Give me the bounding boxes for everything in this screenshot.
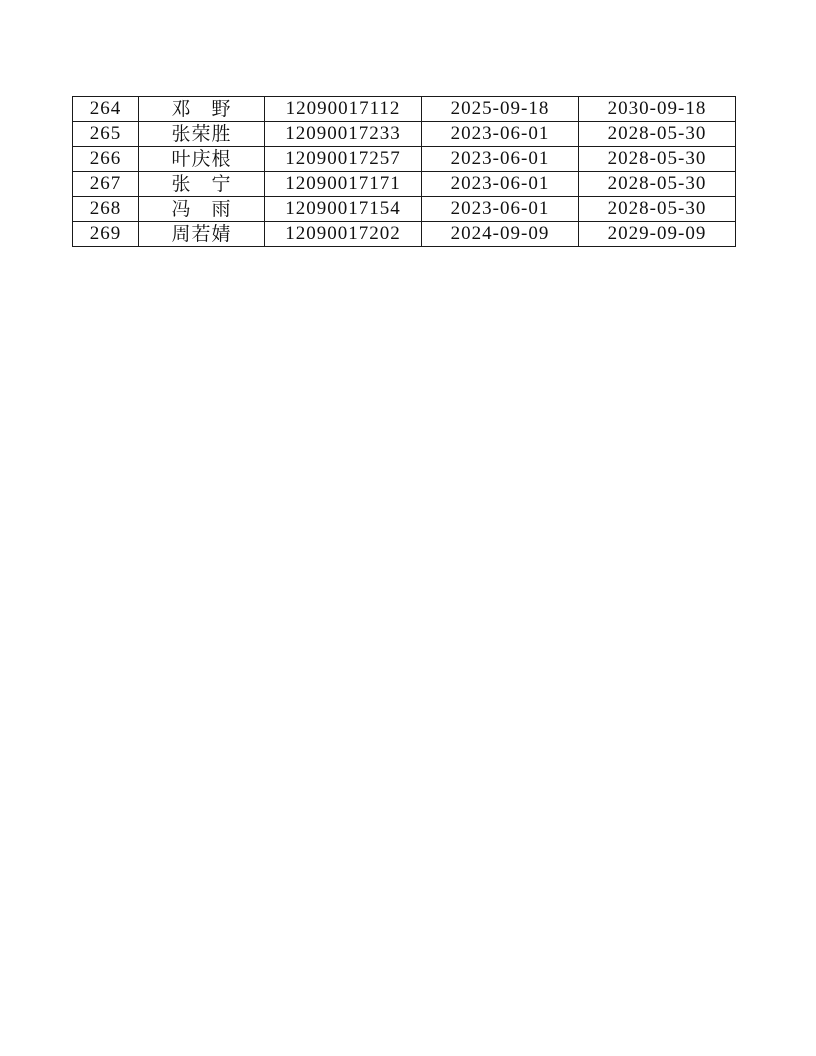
issue-date: 2023-06-01 (422, 147, 579, 172)
table-row (73, 122, 736, 147)
issue-date: 2023-06-01 (422, 197, 579, 222)
row-number: 269 (73, 222, 139, 247)
certificate-number: 12090017233 (265, 122, 422, 147)
person-name: 张荣胜 (139, 122, 265, 147)
expiry-date: 2029-09-09 (579, 222, 736, 247)
person-name: 冯 雨 (139, 197, 265, 222)
expiry-date: 2028-05-30 (579, 172, 736, 197)
expiry-date: 2030-09-18 (579, 97, 736, 122)
issue-date: 2025-09-18 (422, 97, 579, 122)
person-name: 叶庆根 (139, 147, 265, 172)
person-name: 张 宁 (139, 172, 265, 197)
person-name: 周若婧 (139, 222, 265, 247)
certificate-number: 12090017112 (265, 97, 422, 122)
table-row (73, 147, 736, 172)
issue-date: 2023-06-01 (422, 122, 579, 147)
expiry-date: 2028-05-30 (579, 147, 736, 172)
table-row (73, 197, 736, 222)
table-row (73, 222, 736, 247)
row-number: 266 (73, 147, 139, 172)
issue-date: 2023-06-01 (422, 172, 579, 197)
certificate-number: 12090017154 (265, 197, 422, 222)
certificate-number: 12090017257 (265, 147, 422, 172)
roster-table (72, 96, 736, 247)
table-row (73, 97, 736, 122)
expiry-date: 2028-05-30 (579, 122, 736, 147)
issue-date: 2024-09-09 (422, 222, 579, 247)
row-number: 268 (73, 197, 139, 222)
certificate-number: 12090017202 (265, 222, 422, 247)
table-row (73, 172, 736, 197)
row-number: 265 (73, 122, 139, 147)
certificate-number: 12090017171 (265, 172, 422, 197)
row-number: 267 (73, 172, 139, 197)
row-number: 264 (73, 97, 139, 122)
expiry-date: 2028-05-30 (579, 197, 736, 222)
person-name: 邓 野 (139, 97, 265, 122)
